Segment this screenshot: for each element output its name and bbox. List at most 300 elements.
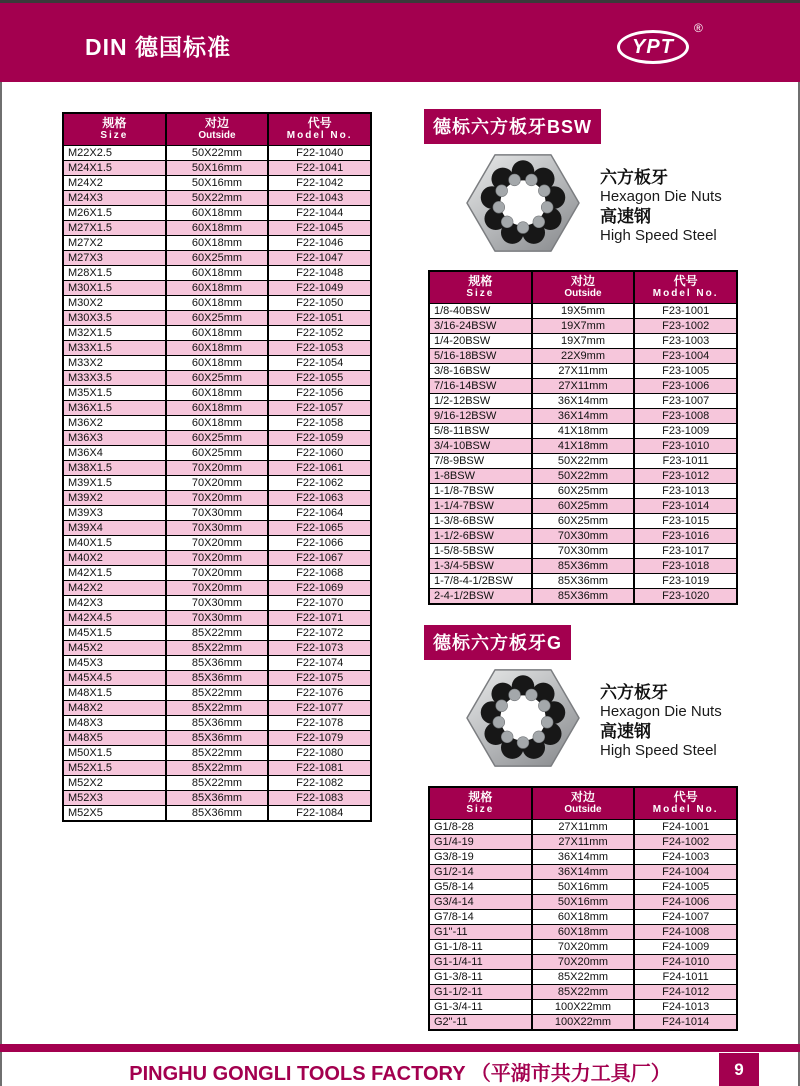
table-row — [63, 596, 371, 611]
table-cell: M36X3 — [63, 431, 166, 446]
table-cell: 70X20mm — [166, 551, 269, 566]
column-header-outside: 对边 Outside — [532, 271, 635, 304]
hexagon-die-nut-image — [464, 661, 582, 775]
table-cell: 85X22mm — [166, 686, 269, 701]
bsw-product-description — [600, 168, 790, 246]
table-cell: 7/16-14BSW — [429, 379, 532, 394]
table-row — [429, 349, 737, 364]
g-product-description — [600, 683, 790, 761]
table-cell: M39X4 — [63, 521, 166, 536]
table-cell: 50X16mm — [166, 176, 269, 191]
table-cell: 3/4-10BSW — [429, 439, 532, 454]
table-cell: 85X22mm — [166, 776, 269, 791]
table-cell: 1/2-12BSW — [429, 394, 532, 409]
table-cell: 100X22mm — [532, 1015, 635, 1031]
table-cell: F22-1057 — [268, 401, 371, 416]
table-cell: M30X3.5 — [63, 311, 166, 326]
table-cell: 27X11mm — [532, 364, 635, 379]
table-row — [63, 311, 371, 326]
table-cell: M22X2.5 — [63, 146, 166, 161]
table-row — [429, 379, 737, 394]
table-cell: M48X1.5 — [63, 686, 166, 701]
table-cell: 85X36mm — [166, 791, 269, 806]
table-cell: 85X22mm — [532, 970, 635, 985]
table-cell: M45X3 — [63, 656, 166, 671]
table-row — [63, 461, 371, 476]
table-cell: G1/2-14 — [429, 865, 532, 880]
table-row — [63, 491, 371, 506]
table-cell: M48X2 — [63, 701, 166, 716]
column-header-model: 代号 Model No. — [634, 787, 737, 820]
table-cell: 1-8BSW — [429, 469, 532, 484]
table-cell: 1-1/8-7BSW — [429, 484, 532, 499]
table-cell: 60X18mm — [166, 266, 269, 281]
table-cell: M35X1.5 — [63, 386, 166, 401]
table-row — [429, 1000, 737, 1015]
table-cell: 5/16-18BSW — [429, 349, 532, 364]
table-cell: 1-1/4-7BSW — [429, 499, 532, 514]
table-cell: 60X25mm — [532, 484, 635, 499]
table-cell: F22-1068 — [268, 566, 371, 581]
ypt-logo — [617, 30, 689, 64]
table-cell: F22-1069 — [268, 581, 371, 596]
table-cell: 41X18mm — [532, 424, 635, 439]
table-row — [429, 820, 737, 835]
table-row — [63, 641, 371, 656]
table-cell: F24-1013 — [634, 1000, 737, 1015]
table-row — [429, 544, 737, 559]
table-cell: 1-1/2-6BSW — [429, 529, 532, 544]
table-cell: F23-1009 — [634, 424, 737, 439]
table-cell: 60X18mm — [166, 206, 269, 221]
table-row — [63, 161, 371, 176]
table-cell: F24-1008 — [634, 925, 737, 940]
table-cell: F23-1002 — [634, 319, 737, 334]
table-cell: F22-1053 — [268, 341, 371, 356]
page-header — [0, 3, 800, 82]
table-cell: 70X30mm — [166, 611, 269, 626]
table-cell: 85X36mm — [166, 716, 269, 731]
table-cell: M28X1.5 — [63, 266, 166, 281]
table-row — [63, 356, 371, 371]
table-row — [63, 746, 371, 761]
table-cell: 36X14mm — [532, 865, 635, 880]
table-cell: 85X36mm — [166, 671, 269, 686]
table-cell: 60X18mm — [532, 910, 635, 925]
table-row — [63, 236, 371, 251]
table-cell: F22-1046 — [268, 236, 371, 251]
table-cell: 70X20mm — [166, 536, 269, 551]
table-row — [63, 701, 371, 716]
table-cell: 70X30mm — [532, 544, 635, 559]
table-row — [63, 791, 371, 806]
column-header-size: 规格 Size — [63, 113, 166, 146]
table-row — [429, 850, 737, 865]
table-cell: 85X22mm — [532, 985, 635, 1000]
table-row — [429, 1015, 737, 1031]
table-cell: F23-1020 — [634, 589, 737, 605]
table-cell: F23-1001 — [634, 304, 737, 319]
table-cell: M45X1.5 — [63, 626, 166, 641]
table-cell: F24-1012 — [634, 985, 737, 1000]
table-cell: 36X14mm — [532, 394, 635, 409]
table-cell: F22-1061 — [268, 461, 371, 476]
table-cell: 70X20mm — [166, 491, 269, 506]
g-table — [428, 786, 738, 1031]
table-cell: 85X36mm — [532, 559, 635, 574]
table-cell: 60X18mm — [166, 281, 269, 296]
table-row — [63, 626, 371, 641]
table-row — [429, 334, 737, 349]
table-cell: F22-1063 — [268, 491, 371, 506]
table-cell: M52X3 — [63, 791, 166, 806]
table-header-row — [429, 787, 737, 820]
table-cell: M36X4 — [63, 446, 166, 461]
table-cell: F22-1054 — [268, 356, 371, 371]
footer-separator-bar — [0, 1044, 800, 1052]
table-row — [63, 776, 371, 791]
table-cell: G3/4-14 — [429, 895, 532, 910]
table-cell: F24-1002 — [634, 835, 737, 850]
table-cell: M50X1.5 — [63, 746, 166, 761]
table-row — [63, 176, 371, 191]
table-cell: M30X2 — [63, 296, 166, 311]
table-cell: 50X22mm — [532, 454, 635, 469]
table-cell: 60X25mm — [166, 251, 269, 266]
table-row — [429, 514, 737, 529]
table-cell: G1-3/8-11 — [429, 970, 532, 985]
table-cell: 27X11mm — [532, 379, 635, 394]
table-cell: M42X3 — [63, 596, 166, 611]
table-cell: F22-1072 — [268, 626, 371, 641]
table-cell: F22-1077 — [268, 701, 371, 716]
table-cell: F24-1009 — [634, 940, 737, 955]
table-row — [63, 611, 371, 626]
table-row — [63, 716, 371, 731]
table-cell: F22-1043 — [268, 191, 371, 206]
table-row — [429, 424, 737, 439]
table-cell: F23-1004 — [634, 349, 737, 364]
table-cell: M42X2 — [63, 581, 166, 596]
table-cell: M24X3 — [63, 191, 166, 206]
table-cell: F24-1003 — [634, 850, 737, 865]
ypt-logo-text: YPT — [632, 35, 674, 58]
table-row — [429, 304, 737, 319]
table-cell: F22-1080 — [268, 746, 371, 761]
table-cell: M48X5 — [63, 731, 166, 746]
table-cell: 7/8-9BSW — [429, 454, 532, 469]
column-header-outside: 对边 Outside — [532, 787, 635, 820]
table-cell: 41X18mm — [532, 439, 635, 454]
table-cell: G3/8-19 — [429, 850, 532, 865]
table-cell: F24-1006 — [634, 895, 737, 910]
product-name-en: Hexagon Die Nuts — [600, 188, 722, 205]
table-cell: M38X1.5 — [63, 461, 166, 476]
table-cell: M42X1.5 — [63, 566, 166, 581]
table-cell: F22-1067 — [268, 551, 371, 566]
table-cell: 70X20mm — [166, 566, 269, 581]
table-cell: F22-1076 — [268, 686, 371, 701]
table-cell: F24-1001 — [634, 820, 737, 835]
table-cell: M39X3 — [63, 506, 166, 521]
table-cell: G7/8-14 — [429, 910, 532, 925]
table-cell: F22-1066 — [268, 536, 371, 551]
table-cell: 85X22mm — [166, 641, 269, 656]
table-header-row — [429, 271, 737, 304]
table-cell: 27X11mm — [532, 820, 635, 835]
table-cell: F23-1015 — [634, 514, 737, 529]
table-row — [429, 925, 737, 940]
table-cell: 27X11mm — [532, 835, 635, 850]
product-material-en: High Speed Steel — [600, 742, 717, 759]
table-cell: M33X2 — [63, 356, 166, 371]
table-cell: F22-1060 — [268, 446, 371, 461]
table-cell: G1-1/2-11 — [429, 985, 532, 1000]
table-cell: 70X20mm — [532, 940, 635, 955]
table-cell: F23-1010 — [634, 439, 737, 454]
table-cell: 1/8-40BSW — [429, 304, 532, 319]
table-row — [63, 656, 371, 671]
table-cell: F22-1048 — [268, 266, 371, 281]
table-cell: 60X25mm — [166, 446, 269, 461]
table-row — [63, 731, 371, 746]
hexagon-die-nut-image — [464, 146, 582, 260]
table-cell: 85X36mm — [166, 731, 269, 746]
table-cell: F23-1008 — [634, 409, 737, 424]
table-cell: 19X5mm — [532, 304, 635, 319]
table-cell: F23-1013 — [634, 484, 737, 499]
product-name-cn: 六方板牙 — [600, 683, 668, 702]
table-cell: 50X22mm — [532, 469, 635, 484]
table-cell: 70X30mm — [166, 506, 269, 521]
table-row — [429, 865, 737, 880]
table-cell: F22-1071 — [268, 611, 371, 626]
table-row — [63, 476, 371, 491]
table-cell: M24X1.5 — [63, 161, 166, 176]
table-cell: 60X18mm — [166, 401, 269, 416]
table-cell: G1/4-19 — [429, 835, 532, 850]
table-row — [63, 521, 371, 536]
table-cell: 60X25mm — [532, 499, 635, 514]
table-cell: M26X1.5 — [63, 206, 166, 221]
table-cell: F22-1062 — [268, 476, 371, 491]
page-number-badge: 9 — [719, 1053, 759, 1086]
table-cell: 100X22mm — [532, 1000, 635, 1015]
table-cell: F23-1011 — [634, 454, 737, 469]
din-table — [62, 112, 372, 822]
table-row — [63, 221, 371, 236]
table-cell: 70X20mm — [532, 955, 635, 970]
table-cell: 85X36mm — [532, 574, 635, 589]
g-section-badge: 德标六方板牙G — [424, 625, 571, 660]
table-row — [63, 251, 371, 266]
table-cell: M32X1.5 — [63, 326, 166, 341]
table-cell: 19X7mm — [532, 334, 635, 349]
table-row — [429, 955, 737, 970]
table-cell: 60X18mm — [166, 416, 269, 431]
table-row — [63, 296, 371, 311]
table-row — [63, 371, 371, 386]
table-cell: 85X36mm — [166, 656, 269, 671]
column-header-model: 代号 Model No. — [634, 271, 737, 304]
product-name-en: Hexagon Die Nuts — [600, 703, 722, 720]
factory-name: PINGHU GONGLI TOOLS FACTORY （平湖市共力工具厂） — [129, 1063, 671, 1085]
table-cell: G1-1/4-11 — [429, 955, 532, 970]
table-row — [429, 910, 737, 925]
table-row — [63, 566, 371, 581]
table-cell: F22-1052 — [268, 326, 371, 341]
column-header-model: 代号 Model No. — [268, 113, 371, 146]
table-cell: 85X22mm — [166, 701, 269, 716]
registered-trademark-icon: ® — [694, 21, 703, 35]
table-cell: F22-1044 — [268, 206, 371, 221]
table-row — [429, 394, 737, 409]
table-cell: G1"-11 — [429, 925, 532, 940]
table-row — [429, 454, 737, 469]
table-cell: M33X1.5 — [63, 341, 166, 356]
table-row — [63, 806, 371, 822]
table-row — [429, 409, 737, 424]
column-header-size: 规格 Size — [429, 271, 532, 304]
table-cell: F23-1005 — [634, 364, 737, 379]
table-cell: 36X14mm — [532, 409, 635, 424]
table-cell: 1-3/8-6BSW — [429, 514, 532, 529]
table-cell: M27X2 — [63, 236, 166, 251]
table-cell: 60X25mm — [166, 431, 269, 446]
table-cell: F22-1045 — [268, 221, 371, 236]
table-row — [63, 266, 371, 281]
table-row — [63, 446, 371, 461]
table-cell: 60X18mm — [166, 296, 269, 311]
table-cell: F22-1064 — [268, 506, 371, 521]
product-material-en: High Speed Steel — [600, 227, 717, 244]
table-cell: F24-1010 — [634, 955, 737, 970]
product-material-cn: 高速钢 — [600, 207, 651, 226]
table-row — [429, 529, 737, 544]
table-cell: M52X1.5 — [63, 761, 166, 776]
table-row — [429, 835, 737, 850]
table-cell: 70X20mm — [166, 581, 269, 596]
table-cell: 60X18mm — [166, 341, 269, 356]
table-row — [429, 319, 737, 334]
table-cell: F22-1041 — [268, 161, 371, 176]
table-cell: M27X1.5 — [63, 221, 166, 236]
table-cell: F22-1058 — [268, 416, 371, 431]
table-cell: F23-1003 — [634, 334, 737, 349]
table-cell: F22-1083 — [268, 791, 371, 806]
table-cell: M36X1.5 — [63, 401, 166, 416]
table-cell: F22-1081 — [268, 761, 371, 776]
table-cell: F22-1084 — [268, 806, 371, 822]
table-row — [63, 431, 371, 446]
table-cell: F23-1006 — [634, 379, 737, 394]
table-cell: 50X22mm — [166, 191, 269, 206]
table-row — [63, 206, 371, 221]
table-cell: 85X22mm — [166, 761, 269, 776]
table-row — [63, 326, 371, 341]
table-cell: F22-1049 — [268, 281, 371, 296]
table-row — [429, 484, 737, 499]
table-cell: M45X2 — [63, 641, 166, 656]
table-cell: 60X18mm — [166, 236, 269, 251]
table-cell: M30X1.5 — [63, 281, 166, 296]
table-cell: F22-1065 — [268, 521, 371, 536]
table-cell: M40X1.5 — [63, 536, 166, 551]
table-cell: F22-1042 — [268, 176, 371, 191]
table-row — [63, 386, 371, 401]
table-row — [429, 970, 737, 985]
table-cell: F23-1017 — [634, 544, 737, 559]
table-row — [63, 416, 371, 431]
table-cell: F22-1073 — [268, 641, 371, 656]
table-cell: 60X25mm — [166, 371, 269, 386]
bsw-section-badge: 德标六方板牙BSW — [424, 109, 601, 144]
table-cell: F24-1011 — [634, 970, 737, 985]
table-cell: G1-3/4-11 — [429, 1000, 532, 1015]
table-row — [63, 581, 371, 596]
table-cell: F24-1014 — [634, 1015, 737, 1031]
table-cell: F23-1018 — [634, 559, 737, 574]
table-cell: G1-1/8-11 — [429, 940, 532, 955]
table-cell: G2"-11 — [429, 1015, 532, 1031]
table-row — [63, 341, 371, 356]
table-cell: 60X18mm — [166, 356, 269, 371]
table-cell: 60X18mm — [166, 221, 269, 236]
table-row — [429, 439, 737, 454]
table-cell: M39X2 — [63, 491, 166, 506]
table-cell: F22-1047 — [268, 251, 371, 266]
table-cell: F22-1075 — [268, 671, 371, 686]
table-cell: 60X18mm — [166, 326, 269, 341]
table-cell: F22-1050 — [268, 296, 371, 311]
table-row — [63, 401, 371, 416]
table-cell: F22-1051 — [268, 311, 371, 326]
table-cell: F22-1070 — [268, 596, 371, 611]
table-cell: 22X9mm — [532, 349, 635, 364]
table-cell: 85X22mm — [166, 746, 269, 761]
table-cell: 2-4-1/2BSW — [429, 589, 532, 605]
product-name-cn: 六方板牙 — [600, 168, 668, 187]
column-header-outside: 对边 Outside — [166, 113, 269, 146]
page-left-edge — [0, 82, 2, 1086]
table-row — [429, 985, 737, 1000]
table-cell: 70X30mm — [532, 529, 635, 544]
table-cell: F23-1007 — [634, 394, 737, 409]
table-cell: 70X20mm — [166, 476, 269, 491]
table-cell: F22-1056 — [268, 386, 371, 401]
bsw-table — [428, 270, 738, 605]
table-row — [429, 589, 737, 605]
table-cell: 1/4-20BSW — [429, 334, 532, 349]
table-cell: M39X1.5 — [63, 476, 166, 491]
table-cell: 70X20mm — [166, 461, 269, 476]
table-header-row — [63, 113, 371, 146]
table-row — [63, 686, 371, 701]
table-cell: 9/16-12BSW — [429, 409, 532, 424]
table-cell: F24-1005 — [634, 880, 737, 895]
table-row — [63, 191, 371, 206]
table-row — [429, 880, 737, 895]
table-cell: M52X5 — [63, 806, 166, 822]
table-cell: M52X2 — [63, 776, 166, 791]
table-cell: 5/8-11BSW — [429, 424, 532, 439]
table-cell: M33X3.5 — [63, 371, 166, 386]
table-cell: 85X22mm — [166, 626, 269, 641]
table-cell: 60X18mm — [532, 925, 635, 940]
table-cell: 19X7mm — [532, 319, 635, 334]
table-cell: 50X16mm — [532, 880, 635, 895]
page-title: DIN 德国标准 — [85, 34, 231, 60]
